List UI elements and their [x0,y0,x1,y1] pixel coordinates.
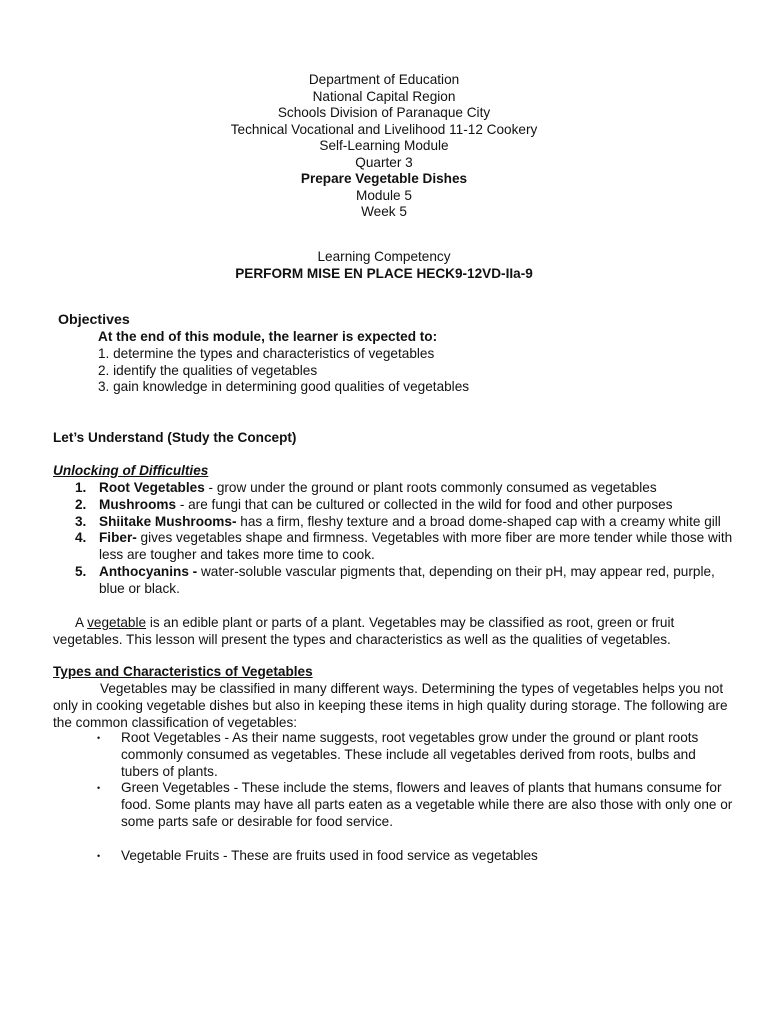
objective-item: 3. gain knowledge in determining good qualities of vegetables [98,379,470,395]
vegetable-link[interactable]: vegetable [87,615,147,630]
objective-item: 2. identify the qualities of vegetables [98,362,318,378]
definition: - grow under the ground or plant roots commonly consumed as vegetables [204,480,657,495]
term: Mushrooms [99,496,177,512]
document-header [0,72,768,221]
objectives-list [98,329,469,396]
item-number: 2. [75,496,87,512]
header-quarter: Quarter 3 [355,154,413,170]
types-paragraph: Vegetables may be classified in many different ways. Determining the types of vegetables helps you not only in cooking vegetable dishes but also in keeping these items in high quality during storage. The following are the common classification of vegetables: [53,681,728,730]
objectives-intro: At the end of this module, the learner is expected to: [98,329,438,344]
term: Shiitake Mushrooms- [99,513,237,529]
term: Fiber- [99,530,137,546]
difficulty-item [75,564,735,598]
competency-block [0,249,768,282]
list-item [97,730,737,780]
objective-item: 1. determine the types and characteristics of vegetables [98,345,435,361]
header-division: Schools Division of Paranaque City [277,105,491,120]
understand-heading: Let’s Understand (Study the Concept) [53,430,297,445]
list-item [97,848,737,865]
intro-paragraph [53,615,718,649]
bullet-icon: • [97,850,101,861]
vegetable-types-list [97,730,737,865]
definition: water-soluble vascular pigments that, depending on their pH, may appear red, purple, blue or black. [99,563,715,596]
header-lesson-title: Prepare Vegetable Dishes [300,171,468,186]
bullet-icon: • [97,783,101,794]
difficulty-item [75,497,735,514]
header-subject: Technical Vocational and Livelihood 11-12 Cookery [230,121,538,137]
competency-code: PERFORM MISE EN PLACE HECK9-12VD-IIa-9 [235,265,533,281]
term: Anthocyanins - [99,563,198,579]
competency-label: Learning Competency [317,249,451,264]
bullet-icon: • [97,733,101,743]
difficulty-item [75,530,735,564]
header-module-number: Module 5 [356,187,412,203]
header-region: National Capital Region [312,88,456,104]
unlocking-heading: Unlocking of Difficulties [53,463,209,478]
item-number: 4. [75,530,87,546]
list-item-text: Vegetable Fruits - These are fruits used in food service as vegetables [121,847,538,863]
header-module-type: Self-Learning Module [319,138,449,153]
item-number: 5. [75,563,87,579]
item-number: 3. [75,513,87,529]
definition: has a firm, fleshy texture and a broad dome-shaped cap with a creamy white gill [236,513,721,529]
list-item-text: Root Vegetables - As their name suggests, root vegetables grow under the ground or plant roots commonly consumed as vegetables. These include all vegetables derived from roots, bulbs and tubers of plants. [121,730,699,779]
difficulty-item [75,480,735,497]
list-item [97,780,737,830]
header-week: Week 5 [361,204,407,219]
objectives-heading: Objectives [58,312,130,328]
definition: - are fungi that can be cultured or collected in the wild for food and other purposes [176,496,673,512]
list-item-text: Green Vegetables - These include the stems, flowers and leaves of plants that humans consume for food. Some plants may have all parts eaten as a vegetable while there are also those with only one or some parts safe or desirable for food service. [121,780,733,829]
difficulties-list [75,480,735,598]
header-department: Department of Education [308,72,460,87]
item-number: 1. [75,480,87,495]
intro-text-rest: is an edible plant or parts of a plant. Vegetables may be classified as root, green or fruit vegetables. This lesson will present the types and characteristics as well as the qualities of vegetables. [53,615,675,647]
term: Root Vegetables [99,480,205,495]
intro-text-start: A [75,615,88,630]
definition: gives vegetables shape and firmness. Vegetables with more fiber are more tender while those with less are tougher and takes more time to cook. [99,530,733,563]
types-heading: Types and Characteristics of Vegetables [53,664,313,679]
difficulty-item [75,514,735,531]
